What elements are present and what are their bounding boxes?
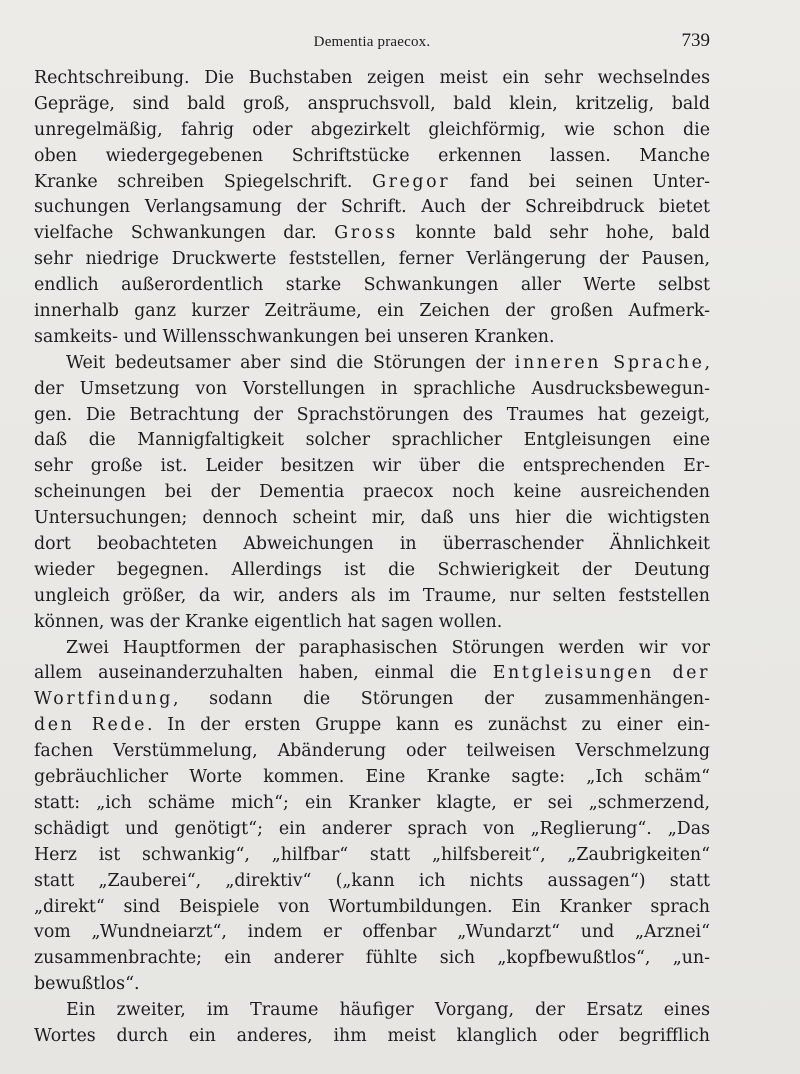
text-line: gebräuchlicher Worte kommen. Eine Kranke sagte: „Ich schäm“: [34, 767, 710, 788]
body-text: [34, 66, 710, 1050]
spaced-emphasis: Gross: [334, 223, 398, 244]
text-line: vielfache Schwankungen dar. Gross konnte bald sehr hohe, bald: [34, 223, 710, 244]
text-line: „direkt“ sind Beispiele von Wortumbildungen. Ein Kranker sprach: [34, 896, 710, 917]
text-line: bewußtlos“.: [34, 974, 140, 995]
text-line: Herz ist schwankig“, „hilfbar“ statt „hilfsbereit“, „Zaubrigkeiten“: [34, 844, 710, 865]
text-line: ungleich größer, da wir, anders als im Traume, nur selten feststellen: [34, 585, 710, 606]
text-line: sehr große ist. Leider besitzen wir über die entsprechenden Er-: [34, 456, 710, 477]
text-line: Wortfindung, sodann die Störungen der zusammenhängen-: [34, 689, 710, 710]
text-line: samkeits- und Willensschwankungen bei unseren Kranken.: [34, 326, 555, 347]
text-line: der Umsetzung von Vorstellungen in sprachliche Ausdrucksbewegun-: [34, 378, 710, 399]
text-line: innerhalb ganz kurzer Zeiträume, ein Zeichen der großen Aufmerk-: [34, 301, 710, 322]
text-line: endlich außerordentlich starke Schwankungen aller Werte selbst: [34, 275, 710, 296]
text-line: den Rede. In der ersten Gruppe kann es zunächst zu einer ein-: [34, 715, 710, 736]
text-line: Rechtschreibung. Die Buchstaben zeigen meist ein sehr wechselndes: [34, 68, 710, 88]
spaced-emphasis: Gregor: [372, 171, 451, 192]
text-line: Zwei Hauptformen der paraphasischen Störungen werden wir vor: [66, 637, 710, 658]
text-line: wieder begegnen. Allerdings ist die Schwierigkeit der Deutung: [34, 559, 710, 580]
text-line: suchungen Verlangsamung der Schrift. Auch der Schreibdruck bietet: [34, 197, 710, 218]
running-title: Dementia praecox.: [313, 34, 431, 50]
text-line: vom „Wundneiarzt“, indem er offenbar „Wundarzt“ und „Arznei“: [34, 922, 710, 943]
text-line: schädigt und genötigt“; ein anderer sprach von „Reglierung“. „Das: [34, 818, 710, 839]
text-line: scheinungen bei der Dementia praecox noch keine ausreichenden: [34, 482, 710, 503]
text-line: oben wiedergegebenen Schriftstücke erkennen lassen. Manche: [34, 145, 710, 166]
text-line: gen. Die Betrachtung der Sprachstörungen des Traumes hat gezeigt,: [34, 404, 710, 425]
text-line: sehr niedrige Druckwerte feststellen, ferner Verlängerung der Pausen,: [34, 249, 710, 270]
text-line: statt „Zauberei“, „direktiv“ („kann ich nichts aussagen“) statt: [34, 870, 710, 891]
text-line: können, was der Kranke eigentlich hat sagen wollen.: [34, 611, 503, 632]
text-line: Untersuchungen; dennoch scheint mir, daß uns hier die wichtigsten: [34, 508, 710, 529]
text-line: Weit bedeutsamer aber sind die Störungen der inneren Sprache,: [66, 352, 710, 373]
page-header: [34, 30, 710, 60]
text-line: dort beobachteten Abweichungen in überraschender Ähnlichkeit: [34, 534, 710, 555]
spaced-emphasis: den Rede: [34, 715, 147, 736]
text-line: Ein zweiter, im Traume häufiger Vorgang, der Ersatz eines: [66, 1000, 710, 1021]
text-line: Kranke schreiben Spiegelschrift. Gregor fand bei seinen Unter-: [34, 171, 710, 192]
text-line: allem auseinanderzuhalten haben, einmal die Entgleisungen der: [34, 663, 710, 684]
text-line: unregelmäßig, fahrig oder abgezirkelt gleichförmig, wie schon die: [34, 119, 710, 140]
text-line: statt: „ich schäme mich“; ein Kranker klagte, er sei „schmerzend,: [34, 792, 710, 813]
spaced-emphasis: Entgleisungen der: [492, 663, 710, 684]
text-line: daß die Mannigfaltigkeit solcher sprachlicher Entgleisungen eine: [34, 430, 710, 451]
text-line: zusammenbrachte; ein anderer fühlte sich „kopfbewußtlos“, „un-: [34, 948, 710, 969]
text-line: fachen Verstümmelung, Abänderung oder teilweisen Verschmelzung: [34, 741, 710, 762]
text-line: Wortes durch ein anderes, ihm meist klanglich oder begrifflich: [34, 1025, 710, 1046]
text-line: Gepräge, sind bald groß, anspruchsvoll, bald klein, kritzelig, bald: [34, 93, 710, 114]
page-number: 739: [681, 30, 710, 51]
spaced-emphasis: inneren Sprache: [514, 352, 705, 373]
spaced-emphasis: Wortfindung: [34, 689, 173, 710]
